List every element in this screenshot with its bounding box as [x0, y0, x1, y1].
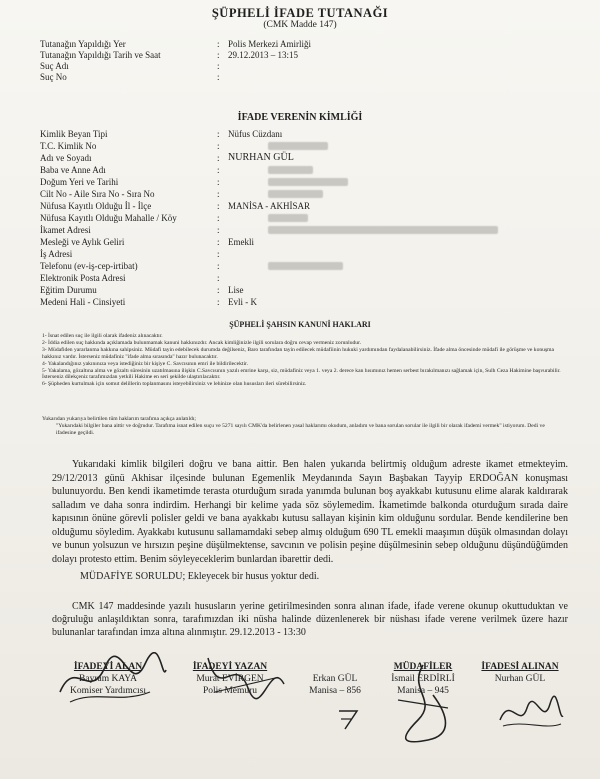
signature-block [292, 673, 378, 697]
redacted-value [268, 142, 328, 150]
field-value: NURHAN GÜL [228, 152, 294, 163]
signature-title: Komiser Yardımcısı [70, 686, 146, 696]
redacted-value [268, 214, 308, 222]
closing-paragraph: CMK 147 maddesinde yazılı hususların yerine getirilmesinden sonra alınan ifade, ifade verene okunup okuttuduktan ve doğruluğu anlaşıldıktan sonra, tarafımızdan iki nüsha halinde düzenlenerek bir nüshası ifade verene verilmek üzere hazır bulunanlar tarafından imza altına alınmıştır. 29.12.2013 - 13:30 [52, 601, 568, 638]
field-value: Nüfus Cüzdanı [228, 129, 283, 139]
field-colon: : [217, 129, 220, 139]
field-value: 29.12.2013 – 13:15 [228, 50, 299, 60]
signature-role: İFADEYİ ALAN [73, 662, 143, 672]
handwritten-signature-5 [495, 690, 565, 735]
handwritten-signature-2 [200, 648, 290, 708]
signature-name: Nurhan GÜL [494, 674, 546, 684]
field-label: Cilt No - Aile Sıra No - Sıra No [40, 189, 155, 199]
document-title: ŞÜPHELİ İFADE TUTANAĞI [211, 6, 389, 20]
field-value: Emekli [228, 237, 254, 247]
field-colon: : [217, 297, 220, 307]
rights-closing-line: Yukarıdan yukarıya belirtilen tüm haklarım tarafıma açıkça anlatıldı; [42, 416, 196, 422]
field-label: Mesleği ve Aylık Geliri [40, 237, 125, 247]
field-value: Polis Merkezi Amirliği [228, 39, 311, 49]
field-colon: : [217, 261, 220, 271]
signature-role: İFADEYİ YAZAN [192, 662, 268, 672]
field-label: İş Adresi [40, 249, 73, 259]
field-colon: : [217, 249, 220, 259]
field-colon: : [217, 273, 220, 283]
rights-item: 5- Yakalama, gözaltına alma ve gözaltı süresinin uzatılmasına ilişkin C.Savcısının yazılı emrine karşı, siz, müdafiniz veya 1. veya 2. derece kan hısımınız hemen serbest bırakılmanızı sağlamak için, Sulh Ceza Hakimine başvurabilir. İsterseniz dilekçeniz tarafımızdan yetkili Hakime en seri şekilde ulaştırılacaktır. [42, 367, 561, 381]
field-colon: : [217, 285, 220, 295]
signature-role: İFADESİ ALINAN [481, 662, 559, 672]
field-label: Adı ve Soyadı [40, 153, 92, 163]
rights-item: 4- Yakalandığınız yakınınıza veya istediğiniz bir kişiye C. Savcısının emri ile bildirilecektir. [42, 360, 248, 367]
statement-ending: MÜDAFİYE SORULDU; Ekleyecek bir husus yoktur dedi. [80, 571, 320, 582]
field-colon: : [217, 177, 220, 187]
signature-title: Manisa – 856 [309, 686, 361, 696]
redacted-value [268, 262, 343, 270]
document-subtitle: (CMK Madde 147) [263, 20, 337, 30]
statement-paragraph: Yukarıdaki kimlik bilgileri doğru ve bana aittir. Ben halen yukarıda belirtmiş olduğum adreste ikamet etmekteyim. 29/12/2013 günü Akhisar ilçesinde bulunan Egemenlik Meydanında Sayın Başbakan Tayyip ERDOĞAN konuşması bulunuyordu. Ben kendi ikametimde terasta oturduğum sırada yanımda bulunan boş ayakkabı kutusunu elime alarak kaldırarak salladım ve daha sonra indirdim. Herhangi bir kelime yada söz söylemedim. İkametimde balkonda oturduğum sırada daire kapısının önüne görevli polisler geldi ve bana ayakkabı kutusu sallayan kişinin kim olduğunu sordular. Bende kendilerine ben olduğumu söyledim. Ayakkabı kutusunu sallamamdaki sebep almış olduğum 690 TL emekli maaşımın düşük olmasından dolayı ve bunun yolsuzun ve hırsızın peşine düşülmektense, savcının ve polisin peşine düşülmesinin sebep olduğunu düşündüğümden dolayı protesto ettim. Benim söyleyeceklerim bunlardan ibarettir dedi. [52, 459, 568, 565]
rights-item: 2- İddia edilen suç hakkında açıklamada bulunmamak kanuni hakkınızdır. Ancak kimliğinizle ilgili sorulara doğru cevap vermeniz zorunludur. [42, 339, 362, 346]
rights-closing-line: "Yukarıdaki bilgiler bana aittir ve doğrudur. Tarafıma isnat edilen suçu ve 5271 sayılı CMK'da belirlenen yasal haklarımı okudum, anladım ve bana sorulan sorular ile ilgili bir olarak ifademi vermek" istiyorum. Dedi ve ifadesine geçildi. [56, 422, 545, 436]
signature-name: İsmail ERDİRLİ [391, 674, 455, 684]
field-label: Medeni Hali - Cinsiyeti [40, 297, 126, 307]
handwritten-signature-4 [388, 660, 458, 750]
field-label: Telefonu (ev-iş-cep-irtibat) [40, 261, 138, 271]
rights-item: 6- Şüpheden kurtulmak için somut delillerin toplanmasını isteyebilirsiniz ve lehinize olan hususları ileri sürebilirsiniz. [42, 381, 307, 388]
field-label: Suç Adı [40, 61, 69, 71]
field-value: Evli - K [228, 297, 257, 307]
field-label: T.C. Kimlik No [40, 141, 97, 151]
signature-name: Bayram KAYA [79, 674, 137, 684]
field-label: Tutanağın Yapıldığı Tarih ve Saat [40, 50, 161, 60]
field-colon: : [217, 39, 220, 49]
rights-list [42, 333, 562, 388]
signature-title: Manisa – 945 [397, 686, 449, 696]
field-label: Kimlik Beyan Tipi [40, 129, 108, 139]
rights-item: 3- Müdafiden yararlanma hakkına sahipsiniz. Müdafi tayin edebilecek durumda değilseniz, Baro tarafından tayin edilecek müdafiinin hukuki yardımından faydalanabilirsiniz. İfade alma öncesinde müdafi ile görüşme ve konuşma hakkınız vardır. İsterseniz müdafiniz "ifade alma sırasında" hazır bulunacaktır. [42, 346, 554, 360]
field-colon: : [217, 61, 220, 71]
handwritten-signature-3 [335, 705, 365, 733]
field-colon: : [217, 189, 220, 199]
field-colon: : [217, 50, 220, 60]
field-label: Nüfusa Kayıtlı Olduğu İl - İlçe [40, 201, 152, 211]
signature-title: Polis Memuru [202, 686, 258, 696]
field-colon: : [217, 153, 220, 163]
handwritten-signature-1 [50, 652, 170, 712]
signature-role: MÜDAFİLER [393, 662, 453, 672]
field-colon: : [217, 213, 220, 223]
rights-item: 1- İsnat edilen suç ile ilgili olarak ifadeniz alınacaktır. [42, 333, 163, 339]
redacted-value [268, 190, 323, 198]
field-colon: : [217, 72, 220, 82]
field-value: Lise [228, 285, 244, 295]
field-label: İkamet Adresi [40, 225, 91, 235]
field-label: Tutanağın Yapıldığı Yer [40, 39, 126, 49]
field-label: Nüfusa Kayıtlı Olduğu Mahalle / Köy [40, 213, 177, 223]
signature-name: Murat EVİRGEN [196, 674, 264, 684]
redacted-value [268, 178, 348, 186]
redacted-value [268, 226, 498, 234]
field-colon: : [217, 201, 220, 211]
identity-section-title: İFADE VERENİN KİMLİĞİ [237, 112, 363, 123]
redacted-value [268, 166, 313, 174]
signature-block [470, 661, 570, 685]
rights-section-title: ŞÜPHELİ ŞAHSIN KANUNİ HAKLARI [229, 320, 371, 329]
field-label: Doğum Yeri ve Tarihi [40, 177, 119, 187]
signature-name: Erkan GÜL [312, 674, 358, 684]
field-colon: : [217, 141, 220, 151]
field-label: Elektronik Posta Adresi [40, 273, 126, 283]
field-value: MANİSA - AKHİSAR [228, 201, 311, 211]
rights-closing [42, 416, 562, 437]
field-label: Baba ve Anne Adı [40, 165, 106, 175]
field-colon: : [217, 165, 220, 175]
field-colon: : [217, 225, 220, 235]
field-colon: : [217, 237, 220, 247]
field-label: Suç No [40, 72, 67, 82]
field-label: Eğitim Durumu [40, 285, 97, 295]
